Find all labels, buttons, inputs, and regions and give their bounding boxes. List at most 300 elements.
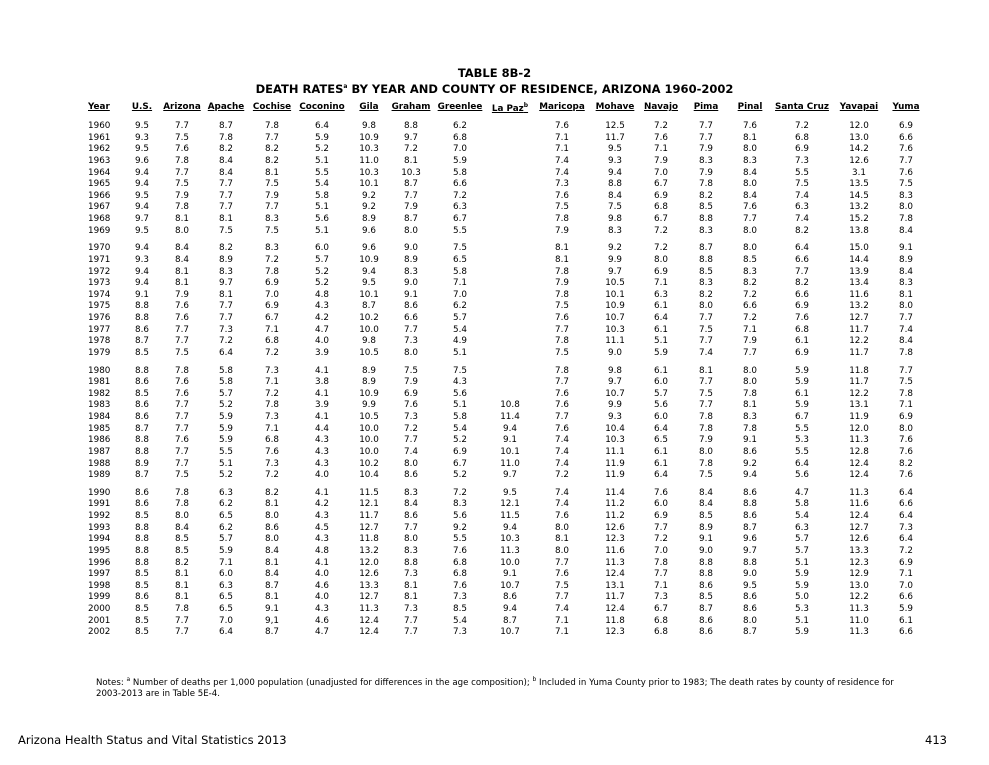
rate-cell: 7.3 xyxy=(404,336,418,347)
rate-cell: 15.0 xyxy=(849,243,869,254)
rate-cell: 8.8 xyxy=(135,301,149,312)
column-header: Yuma xyxy=(892,102,920,112)
table-row xyxy=(88,511,926,523)
rate-cell xyxy=(488,121,532,133)
rate-cell: 10.0 xyxy=(359,423,379,434)
rate-cell: 8.3 xyxy=(265,214,279,224)
rate-cell: 5.5 xyxy=(453,225,467,236)
rate-cell: 5.7 xyxy=(219,534,233,545)
rate-cell: 7.2 xyxy=(265,388,279,399)
rate-cell: 7.5 xyxy=(555,580,569,591)
rate-cell: 6.1 xyxy=(795,336,809,347)
rate-cell: 7.7 xyxy=(555,324,569,335)
rate-cell: 7.6 xyxy=(555,313,569,323)
rate-cell: 12.1 xyxy=(500,499,520,510)
rate-cell: 7.7 xyxy=(743,347,757,358)
rate-cell: 7.8 xyxy=(175,365,189,376)
rate-cell: 7.8 xyxy=(699,412,713,422)
rate-cell: 9.1 xyxy=(404,289,418,300)
rate-cell: 6.3 xyxy=(219,487,233,498)
rate-cell: 8.1 xyxy=(265,167,279,178)
rate-cell: 6.4 xyxy=(654,313,668,323)
rate-cell: 12.5 xyxy=(605,121,625,131)
rate-cell: 6.1 xyxy=(654,301,668,312)
rate-cell: 7.8 xyxy=(175,202,189,213)
rate-cell: 7.7 xyxy=(899,313,913,323)
rate-cell: 14.4 xyxy=(849,254,869,265)
rate-cell: 4.3 xyxy=(453,377,467,388)
rate-cell: 8.5 xyxy=(135,604,149,614)
rate-cell: 10.0 xyxy=(359,324,379,335)
rate-cell: 7.7 xyxy=(795,266,809,277)
rate-cell: 7.8 xyxy=(899,347,913,358)
rate-cell: 4.0 xyxy=(315,336,329,347)
rate-cell: 5.9 xyxy=(795,627,809,638)
rate-cell: 7.7 xyxy=(219,301,233,312)
rate-cell: 5.1 xyxy=(795,557,809,568)
rate-cell: 6.3 xyxy=(795,202,809,213)
rate-cell: 7.3 xyxy=(265,412,279,422)
rate-cell: 7.6 xyxy=(175,301,189,312)
rate-cell: 9.5 xyxy=(608,144,622,155)
rate-cell: 7.3 xyxy=(265,458,279,469)
rate-cell: 4.8 xyxy=(315,289,329,300)
rate-cell xyxy=(488,389,532,401)
rate-cell: 6.5 xyxy=(219,604,233,614)
rate-cell: 8.4 xyxy=(175,522,189,533)
rate-cell: 7.5 xyxy=(555,347,569,358)
rate-cell: 8.1 xyxy=(175,266,189,277)
rate-cell: 8.8 xyxy=(135,365,149,376)
rate-cell: 8.6 xyxy=(404,301,418,312)
rate-cell: 9.4 xyxy=(135,266,149,277)
rate-cell: 12.4 xyxy=(849,458,869,469)
rate-cell: 7.9 xyxy=(404,377,418,388)
rate-cell: 8.5 xyxy=(135,569,149,580)
rate-cell: 6.7 xyxy=(265,313,279,323)
rate-cell: 10.0 xyxy=(500,557,520,568)
rate-cell: 9.1 xyxy=(503,569,517,580)
rate-cell: 7.1 xyxy=(555,615,569,626)
rate-cell: 8.1 xyxy=(175,569,189,580)
year-cell: 1963 xyxy=(88,155,111,166)
rate-cell: 7.3 xyxy=(404,569,418,580)
table-row xyxy=(88,424,926,436)
rate-cell: 8.3 xyxy=(699,225,713,236)
rate-cell: 8.1 xyxy=(899,289,913,300)
rate-cell: 9.8 xyxy=(362,121,376,131)
rate-cell: 7.3 xyxy=(795,155,809,166)
rate-cell: 6.8 xyxy=(453,132,467,143)
rate-cell: 8.9 xyxy=(362,214,376,224)
rate-cell: 8.9 xyxy=(899,254,913,265)
rate-cell: 7.5 xyxy=(699,388,713,399)
rate-cell: 11.6 xyxy=(849,289,869,300)
rate-cell: 8.1 xyxy=(555,243,569,254)
rate-cell: 6.9 xyxy=(795,144,809,155)
rate-cell: 6.9 xyxy=(453,446,467,457)
rate-cell: 10.4 xyxy=(359,470,379,481)
rate-cell: 7.8 xyxy=(555,365,569,376)
rate-cell: 6.7 xyxy=(654,179,668,190)
rate-cell: 5.1 xyxy=(795,615,809,626)
rate-cell: 7.7 xyxy=(175,458,189,469)
rate-cell xyxy=(488,226,532,238)
rate-cell: 7.1 xyxy=(899,400,913,411)
rate-cell: 6.4 xyxy=(219,347,233,358)
rate-cell: 6.4 xyxy=(654,470,668,481)
rate-cell: 8.1 xyxy=(555,534,569,545)
rate-cell: 10.3 xyxy=(359,167,379,178)
rate-cell: 8.1 xyxy=(743,132,757,143)
rate-cell: 9.4 xyxy=(503,604,517,614)
rate-cell: 9.7 xyxy=(219,278,233,289)
table-heading: DEATH RATES$^a$ BY YEAR AND COUNTY OF RESIDENCE, ARIZONA 1960-2002 xyxy=(255,82,734,96)
rate-cell: 6.7 xyxy=(654,214,668,224)
rate-cell: 7.8 xyxy=(699,179,713,190)
rate-cell: 5.1 xyxy=(453,400,467,411)
table-header xyxy=(88,100,926,121)
rate-cell: 5.4 xyxy=(795,511,809,521)
rate-cell: 7.7 xyxy=(899,365,913,376)
rate-cell: 11.7 xyxy=(359,511,379,521)
rate-cell: 11.7 xyxy=(849,324,869,335)
rate-cell: 7.8 xyxy=(219,132,233,143)
table-row xyxy=(88,412,926,424)
rate-cell: 3.9 xyxy=(315,347,329,358)
rate-cell: 11.3 xyxy=(849,604,869,614)
rate-cell: 6.4 xyxy=(899,534,913,545)
table-row xyxy=(88,168,926,180)
rate-cell: 7.5 xyxy=(699,324,713,335)
rate-cell: 8.5 xyxy=(135,388,149,399)
rate-cell: 5.1 xyxy=(453,347,467,358)
rate-cell: 8.9 xyxy=(219,254,233,265)
rate-cell: 4.3 xyxy=(315,301,329,312)
rate-cell: 6.7 xyxy=(654,604,668,614)
rate-cell: 7.4 xyxy=(555,167,569,178)
rate-cell: 8.3 xyxy=(453,499,467,510)
rate-cell: 6.2 xyxy=(453,301,467,312)
rate-cell: 4.1 xyxy=(315,388,329,399)
rate-cell: 6.1 xyxy=(795,388,809,399)
rate-cell: 8.1 xyxy=(404,592,418,603)
rate-cell: 5.1 xyxy=(315,202,329,213)
rate-cell: 8.6 xyxy=(135,592,149,603)
rate-cell: 4.8 xyxy=(315,545,329,556)
year-cell: 1968 xyxy=(88,214,111,224)
rate-cell: 7.6 xyxy=(453,580,467,591)
rate-cell: 9.4 xyxy=(135,202,149,213)
rate-cell: 8.0 xyxy=(743,225,757,236)
rate-cell: 6.7 xyxy=(453,214,467,224)
rate-cell: 7.8 xyxy=(699,458,713,469)
rate-cell: 8.1 xyxy=(175,580,189,591)
rate-cell: 8.9 xyxy=(699,522,713,533)
rate-cell: 8.0 xyxy=(743,179,757,190)
rate-cell: 4.0 xyxy=(315,470,329,481)
rate-cell: 8.8 xyxy=(404,557,418,568)
rate-cell: 7.4 xyxy=(899,324,913,335)
rate-cell xyxy=(488,179,532,191)
rate-cell: 9.1 xyxy=(135,289,149,300)
rate-cell: 12.4 xyxy=(359,615,379,626)
rate-cell: 11.7 xyxy=(605,592,625,603)
rate-cell: 11.3 xyxy=(605,557,625,568)
rate-cell: 8.5 xyxy=(453,604,467,614)
rate-cell: 7.7 xyxy=(404,615,418,626)
rate-cell: 9.4 xyxy=(135,243,149,254)
rate-cell: 9.0 xyxy=(608,347,622,358)
table-row xyxy=(88,546,926,558)
year-cell: 1974 xyxy=(88,289,111,300)
table-row xyxy=(88,133,926,145)
rate-cell: 7.1 xyxy=(265,324,279,335)
rate-cell: 6.3 xyxy=(654,289,668,300)
rate-cell: 8.6 xyxy=(743,487,757,498)
rate-cell: 5.2 xyxy=(453,435,467,446)
rate-cell: 5.7 xyxy=(654,388,668,399)
year-cell: 1983 xyxy=(88,400,111,411)
table-row xyxy=(88,226,926,238)
table-row xyxy=(88,592,926,604)
column-header: U.S. xyxy=(131,102,153,112)
table-row xyxy=(88,499,926,511)
rate-cell: 10.9 xyxy=(359,132,379,143)
rate-cell: 7.2 xyxy=(404,423,418,434)
rate-cell: 8.4 xyxy=(175,254,189,265)
rate-cell: 8.8 xyxy=(743,499,757,510)
table-row xyxy=(88,435,926,447)
rate-cell: 8.0 xyxy=(743,365,757,376)
rate-cell: 5.8 xyxy=(315,190,329,201)
rate-cell: 6.9 xyxy=(899,121,913,131)
rate-cell: 8.9 xyxy=(362,365,376,376)
year-cell: 1962 xyxy=(88,144,111,155)
rate-cell: 8.1 xyxy=(175,278,189,289)
rate-cell: 11.6 xyxy=(605,545,625,556)
footnote-mark-b: b xyxy=(532,676,537,683)
rate-cell: 8.2 xyxy=(175,557,189,568)
rate-cell: 6.9 xyxy=(795,347,809,358)
rate-cell: 10.4 xyxy=(605,423,625,434)
rate-cell: 12.3 xyxy=(605,534,625,545)
rate-cell: 11.0 xyxy=(359,155,379,166)
rate-cell: 8.3 xyxy=(608,225,622,236)
rate-cell: 11.9 xyxy=(605,458,625,469)
column-header: Yavapai xyxy=(839,102,879,112)
rate-cell: 6.0 xyxy=(219,569,233,580)
rate-cell: 13.3 xyxy=(359,580,379,591)
rate-cell: 9.9 xyxy=(608,400,622,411)
rate-cell: 7.4 xyxy=(555,499,569,510)
rate-cell: 7.7 xyxy=(175,627,189,638)
rate-cell: 10.7 xyxy=(500,627,520,638)
table-row xyxy=(88,470,926,482)
rate-cell: 7.6 xyxy=(899,470,913,481)
rate-cell: 9.6 xyxy=(362,225,376,236)
rate-cell: 8.6 xyxy=(743,604,757,614)
rate-cell xyxy=(488,202,532,214)
rate-cell: 8.0 xyxy=(743,144,757,155)
rate-cell: 5.3 xyxy=(795,435,809,446)
rate-cell xyxy=(488,313,532,325)
rate-cell: 7.5 xyxy=(265,179,279,190)
rate-cell: 8.5 xyxy=(135,511,149,521)
table-row xyxy=(88,325,926,337)
rate-cell: 12.3 xyxy=(605,627,625,638)
column-header: Santa Cruz xyxy=(775,102,829,112)
rate-cell: 12.7 xyxy=(849,313,869,323)
rate-cell: 14.2 xyxy=(849,144,869,155)
rate-cell: 8.7 xyxy=(503,615,517,626)
table-row xyxy=(88,336,926,348)
rate-cell: 5.9 xyxy=(795,377,809,388)
header-row xyxy=(88,100,926,121)
rate-cell: 8.0 xyxy=(699,446,713,457)
table-row xyxy=(88,558,926,570)
rate-cell: 7.7 xyxy=(219,313,233,323)
rate-cell: 7.4 xyxy=(555,458,569,469)
rate-cell: 12.4 xyxy=(605,604,625,614)
rate-cell: 5.8 xyxy=(453,167,467,178)
rate-cell: 5.1 xyxy=(315,155,329,166)
rate-cell: 8.3 xyxy=(743,266,757,277)
rate-cell: 4.6 xyxy=(315,580,329,591)
rate-cell: 4.4 xyxy=(315,423,329,434)
rate-cell: 4.3 xyxy=(315,435,329,446)
rate-cell: 7.8 xyxy=(555,266,569,277)
year-cell: 1972 xyxy=(88,266,111,277)
rate-cell: 10.3 xyxy=(359,144,379,155)
rate-cell: 4.0 xyxy=(315,569,329,580)
rate-cell: 10.8 xyxy=(500,400,520,411)
rate-cell: 7.5 xyxy=(175,179,189,190)
rate-cell: 7.6 xyxy=(175,144,189,155)
rate-cell: 5.6 xyxy=(453,388,467,399)
footnote-mark-a: a xyxy=(343,83,348,90)
rate-cell: 8.3 xyxy=(899,190,913,201)
rate-cell: 9.5 xyxy=(135,190,149,201)
rate-cell xyxy=(488,301,532,313)
rate-cell: 8.4 xyxy=(265,569,279,580)
column-header: Arizona xyxy=(163,102,201,112)
rate-cell: 9.7 xyxy=(135,214,149,224)
rate-cell: 6.1 xyxy=(654,458,668,469)
rate-cell: 7.3 xyxy=(453,627,467,638)
rate-cell: 9.6 xyxy=(362,243,376,254)
rate-cell: 7.7 xyxy=(699,313,713,323)
rate-cell: 7.4 xyxy=(555,446,569,457)
rate-cell: 7.5 xyxy=(699,470,713,481)
year-cell: 1960 xyxy=(88,121,111,131)
rate-cell: 8.5 xyxy=(135,627,149,638)
rate-cell: 7.7 xyxy=(699,377,713,388)
rate-cell: 7.2 xyxy=(453,190,467,201)
rate-cell: 7.2 xyxy=(654,121,668,131)
table-row xyxy=(88,278,926,290)
rate-cell: 8.2 xyxy=(699,190,713,201)
rate-cell: 10.3 xyxy=(401,167,421,178)
rate-cell: 8.1 xyxy=(265,592,279,603)
rate-cell: 8.0 xyxy=(743,615,757,626)
rate-cell xyxy=(488,191,532,203)
page-number: 413 xyxy=(925,733,947,747)
rate-cell: 9.4 xyxy=(362,266,376,277)
rate-cell: 7.7 xyxy=(175,167,189,178)
rate-cell: 7.2 xyxy=(743,289,757,300)
rate-cell: 6.5 xyxy=(453,254,467,265)
rate-cell: 7.2 xyxy=(453,487,467,498)
rate-cell: 8.0 xyxy=(654,254,668,265)
table-row xyxy=(88,255,926,267)
rate-cell: 7.6 xyxy=(555,121,569,131)
rate-cell: 9.0 xyxy=(404,278,418,289)
rate-cell: 6.9 xyxy=(795,301,809,312)
rate-cell: 7.7 xyxy=(175,412,189,422)
rate-cell: 9.4 xyxy=(743,470,757,481)
rate-cell: 7.1 xyxy=(654,144,668,155)
rate-cell: 8.6 xyxy=(404,470,418,481)
rate-cell: 7.1 xyxy=(743,324,757,335)
table-row xyxy=(88,214,926,226)
rate-cell: 8.8 xyxy=(135,446,149,457)
rate-cell: 11.3 xyxy=(500,545,520,556)
rate-cell: 8.6 xyxy=(135,487,149,498)
rate-cell: 4.1 xyxy=(315,557,329,568)
rate-cell: 8.1 xyxy=(555,254,569,265)
rate-cell: 7.7 xyxy=(654,569,668,580)
rate-cell: 7.4 xyxy=(404,446,418,457)
rate-cell: 9.4 xyxy=(503,423,517,434)
rate-cell: 9.1 xyxy=(503,435,517,446)
year-cell: 2000 xyxy=(88,604,111,614)
rate-cell: 7.5 xyxy=(453,365,467,376)
rate-cell: 6.8 xyxy=(795,132,809,143)
rate-cell: 10.0 xyxy=(359,446,379,457)
rate-cell: 8.1 xyxy=(175,214,189,224)
rate-cell: 9.0 xyxy=(404,243,418,254)
rate-cell: 5.9 xyxy=(795,365,809,376)
rate-cell: 7.6 xyxy=(555,388,569,399)
rate-cell: 7.2 xyxy=(265,254,279,265)
rate-cell: 9.5 xyxy=(503,487,517,498)
rate-cell: 7.8 xyxy=(555,214,569,224)
rate-cell: 7.7 xyxy=(555,377,569,388)
rate-cell: 9.2 xyxy=(453,522,467,533)
rate-cell: 9.8 xyxy=(608,214,622,224)
rate-cell: 5.8 xyxy=(795,499,809,510)
rate-cell: 8.5 xyxy=(699,511,713,521)
rate-cell: 5.8 xyxy=(219,377,233,388)
rate-cell: 8.8 xyxy=(135,313,149,323)
rate-cell: 8.0 xyxy=(743,377,757,388)
rate-cell: 4.3 xyxy=(315,446,329,457)
table-row xyxy=(88,156,926,168)
rate-cell: 8.0 xyxy=(699,301,713,312)
rate-cell: 8.6 xyxy=(503,592,517,603)
rate-cell: 8.2 xyxy=(795,225,809,236)
year-cell: 1986 xyxy=(88,435,111,446)
rate-cell: 6.0 xyxy=(654,499,668,510)
rate-cell: 13.5 xyxy=(849,179,869,190)
table-row xyxy=(88,191,926,203)
rate-cell: 7.9 xyxy=(699,144,713,155)
rate-cell: 7.7 xyxy=(404,324,418,335)
rate-cell: 12.7 xyxy=(849,522,869,533)
rate-cell: 5.9 xyxy=(315,132,329,143)
rate-cell: 7.6 xyxy=(265,446,279,457)
